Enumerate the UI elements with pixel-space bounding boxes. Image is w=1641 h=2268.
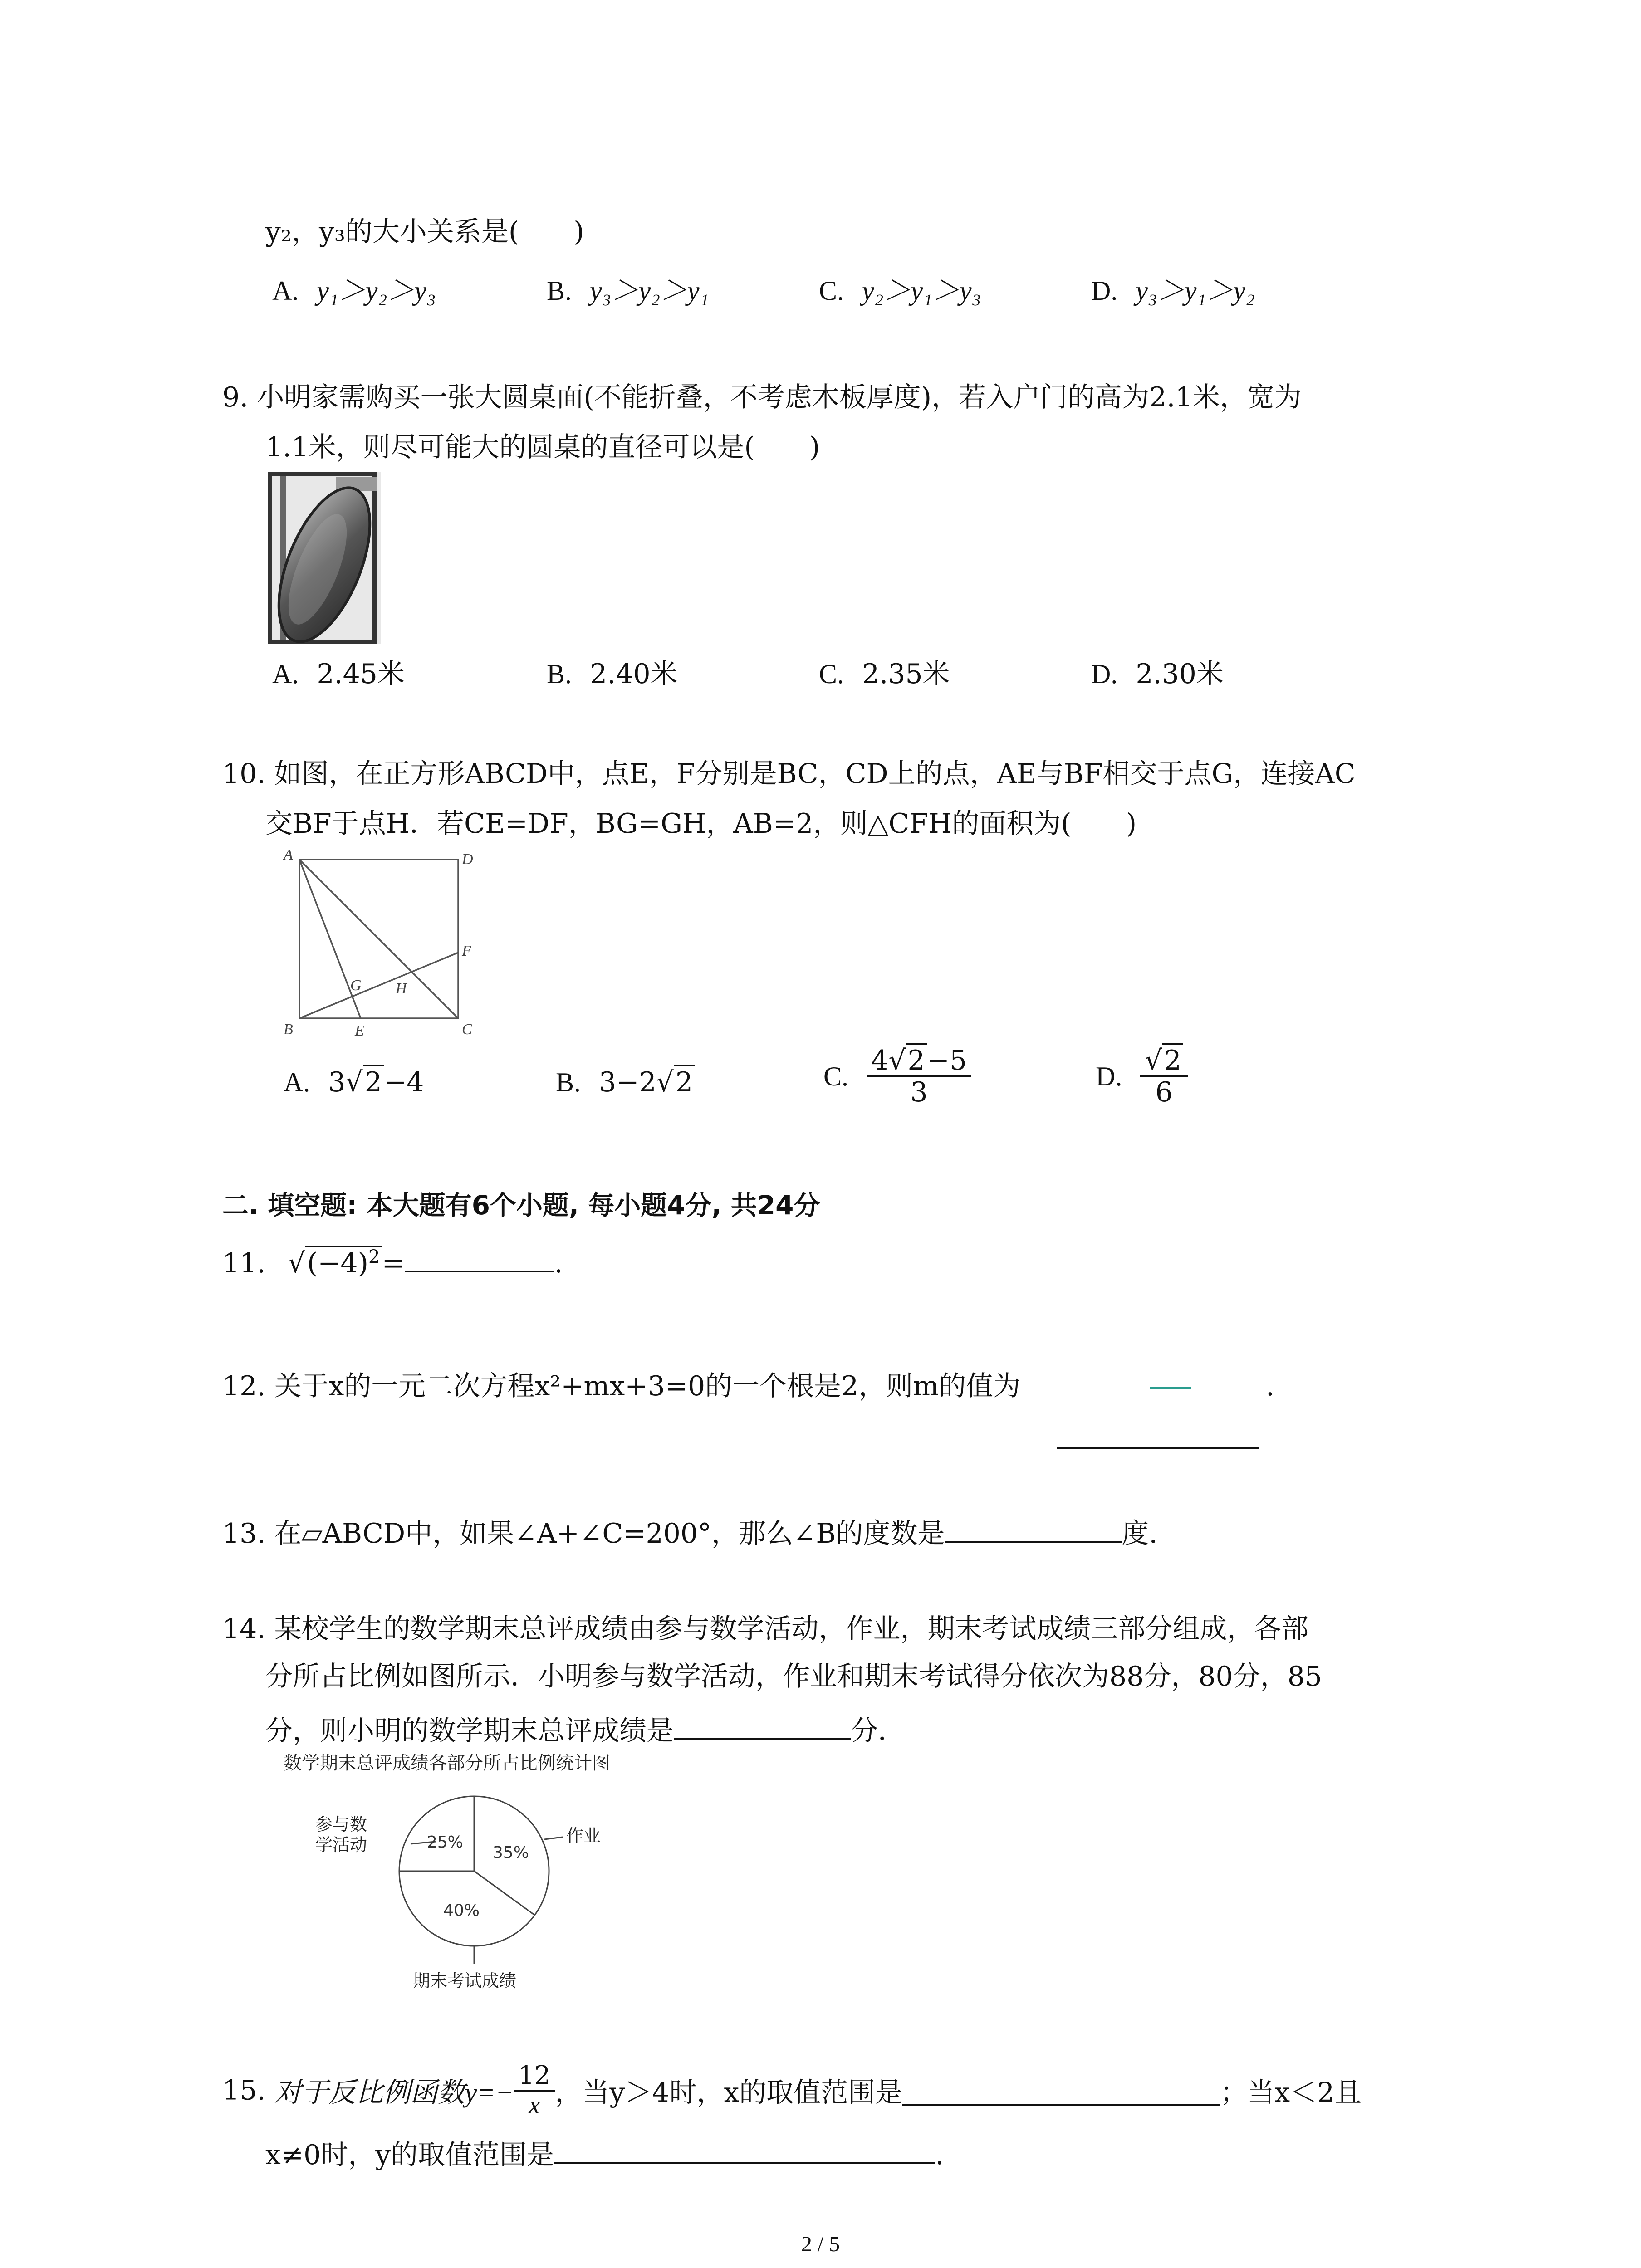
fraction-denominator: x (529, 2091, 540, 2119)
question-number: 14. (222, 1613, 266, 1645)
q14-line2: 分所占比例如图所示．小明参与数学活动，作业和期末考试得分依次为88分，80分，85 (265, 1661, 1323, 1692)
slice-label-exam: 40% (443, 1901, 480, 1920)
slice-label-activity: 25% (426, 1833, 463, 1852)
q9-option-b (547, 658, 678, 690)
teal-dash-mark (1150, 1387, 1191, 1389)
question-text: 某校学生的数学期末总评成绩由参与数学活动，作业，期末考试成绩三部分组成，各部 (274, 1613, 1309, 1645)
question-number: 12. (222, 1370, 266, 1402)
pie-chart (272, 1751, 635, 2005)
option-letter: A. (272, 659, 299, 689)
question-text: 关于x的一元二次方程x²+mx+3=0的一个根是2，则m的值为 (274, 1370, 1021, 1402)
q9-option-d (1091, 658, 1224, 690)
label-e: E (355, 1022, 364, 1039)
option-pre: 3−2 (599, 1066, 656, 1098)
answer-blank[interactable] (674, 1710, 851, 1740)
option-letter: C. (819, 659, 844, 689)
slice-label-homework: 35% (492, 1843, 529, 1862)
q11 (222, 1241, 563, 1280)
q10-line1 (222, 758, 1356, 790)
radicand: 2 (363, 1065, 384, 1098)
option-text: y₁＞y₂＞y₃ (317, 276, 436, 306)
q8-option-d (1091, 274, 1255, 307)
q10-line2: 交BF于点H．若CE=DF，BG=GH，AB=2，则△CFH的面积为( ) (265, 808, 1137, 840)
label-g: G (350, 977, 362, 994)
radical-sign: √ (345, 1066, 363, 1098)
q8-option-b (547, 274, 709, 307)
question-text: x≠0时，y的取值范围是 (265, 2139, 554, 2171)
option-letter: C. (823, 1061, 849, 1091)
equals: = (382, 1247, 405, 1279)
square-geometry-figure (281, 846, 490, 1050)
label-d: D (462, 851, 473, 868)
option-text: 2.40米 (590, 658, 678, 690)
question-text: 分，则小明的数学期末总评成绩是 (265, 1715, 674, 1747)
label-exam: 期末考试成绩 (413, 1971, 517, 1991)
fraction-numerator: 12 (514, 2062, 555, 2092)
radicand: $(-4)^2$ (305, 1246, 382, 1279)
label-c: C (462, 1021, 472, 1038)
label-f: F (462, 943, 471, 959)
question-text: 对于反比例函数y=− (274, 2077, 514, 2108)
q8-option-a (272, 274, 436, 307)
option-letter: D. (1091, 276, 1118, 306)
fraction-denominator: 6 (1155, 1076, 1173, 1108)
option-letter: C. (819, 276, 844, 306)
q14-line1 (222, 1613, 1309, 1645)
radical-sign: √ (288, 1247, 305, 1279)
option-pre: 3 (328, 1066, 346, 1098)
q9-line2: 1.1米，则尽可能大的圆桌的直径可以是( ) (265, 431, 820, 463)
door-table-photo (268, 472, 381, 644)
page-number: 2 / 5 (801, 2232, 840, 2256)
q9-option-c (819, 658, 950, 690)
q14-line3 (265, 1710, 905, 1747)
answer-blank[interactable] (1057, 1447, 1259, 1449)
question-text: 在▱ABCD中，如果∠A+∠C=200°，那么∠B的度数是 (274, 1518, 945, 1549)
option-letter: B. (547, 659, 572, 689)
section-title: 二. 填空题: 本大题有6个小题, 每小题4分, 共24分 (222, 1190, 820, 1221)
q12-end: . (1266, 1370, 1275, 1402)
fraction (1140, 1046, 1187, 1107)
option-letter: B. (547, 276, 572, 306)
fraction-numerator: 4√2−5 (867, 1046, 971, 1077)
fraction-denominator: 3 (910, 1076, 928, 1108)
answer-blank[interactable] (945, 1513, 1122, 1543)
end-mark: . (554, 1247, 563, 1279)
question-number: 15. (222, 2074, 266, 2107)
label-h: H (396, 980, 407, 997)
answer-blank[interactable] (554, 2134, 935, 2164)
option-text: 2.30米 (1136, 658, 1224, 690)
q10-option-b (556, 1066, 695, 1099)
q8-stem-tail: y₂，y₃的大小关系是( ) (265, 216, 584, 248)
option-text: y₂＞y₁＞y₃ (862, 276, 981, 306)
q10-option-a (284, 1066, 424, 1099)
pie-slices (399, 1796, 549, 1946)
q8-option-c (819, 274, 981, 307)
question-text: ；当x＜2且 (1220, 2077, 1362, 2109)
label-b: B (284, 1021, 293, 1038)
end-mark: 度. (1122, 1518, 1158, 1549)
q15-line2 (265, 2134, 944, 2171)
question-text: 小明家需购买一张大圆桌面(不能折叠，不考虑木板厚度)，若入户门的高为2.1米，宽为 (257, 381, 1302, 413)
label-activity-line1: 参与数 (315, 1814, 367, 1834)
q12 (222, 1370, 1020, 1403)
fraction-numerator: √2 (1140, 1046, 1187, 1077)
radicand: 2 (674, 1065, 695, 1098)
question-text: 如图，在正方形ABCD中，点E，F分别是BC，CD上的点，AE与BF相交于点G，连接AC (274, 758, 1356, 790)
label-a: A (284, 846, 293, 863)
q9-option-a (272, 658, 405, 690)
label-homework: 作业 (566, 1826, 601, 1846)
option-letter: B. (556, 1067, 581, 1097)
leader-line-homework (544, 1837, 563, 1839)
option-text: 2.45米 (317, 658, 405, 690)
option-text: y₃＞y₁＞y₂ (1136, 276, 1255, 306)
question-number: 13. (222, 1518, 266, 1549)
answer-blank[interactable] (405, 1242, 554, 1272)
q10-option-d (1096, 1046, 1188, 1107)
q9-line1 (222, 381, 1302, 414)
question-number: 11. (222, 1247, 266, 1279)
fraction (514, 2062, 555, 2119)
option-post: −4 (383, 1066, 424, 1098)
question-text: ，当y＞4时，x的取值范围是 (555, 2077, 903, 2109)
q13 (222, 1513, 1158, 1550)
answer-blank[interactable] (902, 2076, 1220, 2106)
radical-sign: √ (656, 1066, 674, 1098)
question-number: 10. (222, 758, 266, 790)
option-text: y₃＞y₂＞y₁ (590, 276, 709, 306)
option-text: 2.35米 (862, 658, 950, 690)
question-number: 9. (222, 381, 249, 413)
q10-option-c (823, 1046, 971, 1107)
option-letter: A. (284, 1067, 310, 1097)
option-letter: A. (272, 276, 299, 306)
option-letter: D. (1091, 659, 1118, 689)
end-mark: . (935, 2139, 944, 2171)
q15-line1 (222, 2062, 1362, 2119)
chart-title: 数学期末总评成绩各部分所占比例统计图 (284, 1753, 610, 1774)
option-letter: D. (1096, 1061, 1122, 1091)
end-mark: 分． (851, 1715, 905, 1747)
fraction (867, 1046, 971, 1107)
label-activity-line2: 学活动 (315, 1835, 367, 1855)
